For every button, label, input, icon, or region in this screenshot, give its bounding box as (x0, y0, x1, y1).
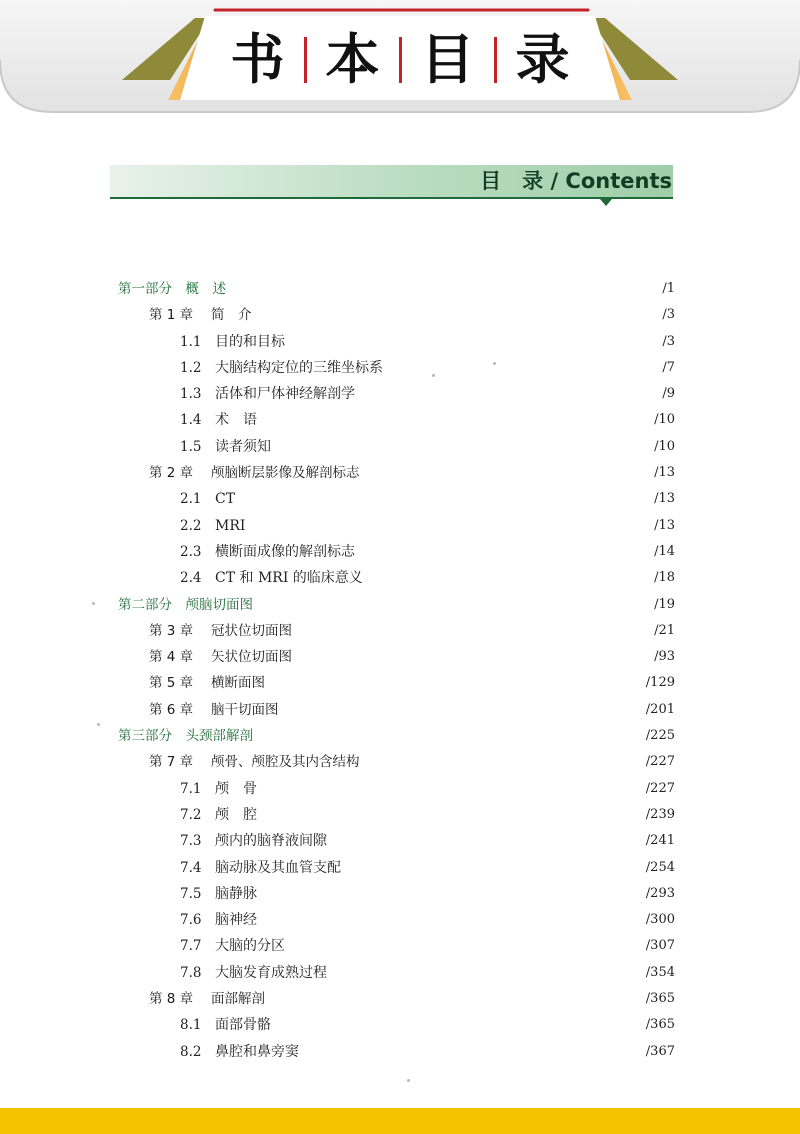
toc-entry-number: 2.2 (180, 517, 202, 534)
toc-entry-number: 7.7 (180, 938, 202, 955)
toc-entry-title: 颅骨、颅腔及其内含结构 (211, 754, 360, 771)
banner-divider (494, 37, 497, 83)
toc-entry-page: /227 (645, 754, 675, 770)
toc-entry-title: 面部骨骼 (215, 1017, 271, 1034)
toc-entry-page: /365 (645, 991, 675, 1007)
toc-entry-page: /10 (654, 438, 675, 454)
toc-entry-title: 横断面图 (211, 675, 265, 692)
speck-mark (493, 362, 496, 365)
toc-entry-number: 第 1 章 (149, 307, 194, 324)
toc-entry-page: /3 (662, 333, 675, 349)
toc-entry-number: 1.4 (180, 412, 202, 429)
toc-entry[interactable] (0, 381, 800, 407)
toc-entry-title: 冠状位切面图 (211, 622, 292, 639)
toc-entry[interactable] (0, 302, 800, 328)
toc-entry[interactable] (0, 355, 800, 381)
toc-entry-page: /93 (654, 649, 675, 665)
toc-entry-page: /1 (662, 281, 675, 296)
toc-entry-title: 横断面成像的解剖标志 (215, 543, 355, 560)
toc-entry[interactable] (0, 776, 800, 802)
page-banner (0, 0, 800, 120)
toc-entry-page: /201 (645, 701, 675, 717)
toc-entry-number: 8.2 (180, 1043, 202, 1060)
toc-entry-title: 面部解剖 (211, 991, 265, 1008)
banner-char: 书 (230, 28, 285, 91)
toc-entry-page: /10 (654, 412, 675, 428)
toc-entry[interactable] (0, 618, 800, 644)
toc-entry[interactable] (0, 933, 800, 959)
toc-entry[interactable] (0, 592, 800, 618)
toc-entry-title: 脑干切面图 (211, 701, 279, 718)
banner-title (182, 18, 618, 102)
toc-entry[interactable] (0, 828, 800, 854)
toc-entry-title: CT 和 MRI 的临床意义 (215, 570, 363, 587)
toc-entry-title: 大脑结构定位的三维坐标系 (215, 359, 383, 376)
toc-entry-title: 第三部分 头颈部解剖 (118, 728, 253, 745)
toc-entry[interactable] (0, 670, 800, 696)
toc-entry-number: 第 2 章 (149, 465, 194, 482)
toc-entry-page: /13 (654, 517, 675, 533)
toc-entry[interactable] (0, 276, 800, 302)
toc-entry-page: /307 (645, 938, 675, 954)
toc-entry-number: 第 6 章 (149, 701, 194, 718)
toc-entry-number: 1.1 (180, 333, 202, 350)
banner-char: 本 (325, 28, 380, 91)
toc-entry-number: 2.4 (180, 570, 202, 587)
toc-entry-number: 第 3 章 (149, 622, 194, 639)
toc-entry-page: /7 (662, 359, 675, 375)
banner-divider (304, 37, 307, 83)
speck-mark (97, 723, 100, 726)
toc-entry-number: 7.2 (180, 806, 202, 823)
toc-entry[interactable] (0, 1012, 800, 1038)
toc-entry[interactable] (0, 644, 800, 670)
toc-entry-number: 第 7 章 (149, 754, 194, 771)
toc-entry-title: 大脑发育成熟过程 (215, 964, 327, 981)
toc-entry-title: 第一部分 概 述 (118, 281, 226, 297)
banner-divider (399, 37, 402, 83)
toc-entry[interactable] (0, 434, 800, 460)
toc-entry[interactable] (0, 802, 800, 828)
toc-entry[interactable] (0, 749, 800, 775)
toc-entry-number: 第 4 章 (149, 649, 194, 666)
toc-entry[interactable] (0, 539, 800, 565)
toc-entry[interactable] (0, 881, 800, 907)
toc-entry-title: 颅脑断层影像及解剖标志 (211, 465, 360, 482)
toc-entry[interactable] (0, 960, 800, 986)
toc-entry[interactable] (0, 565, 800, 591)
bottom-band (0, 1108, 800, 1134)
toc-entry-number: 8.1 (180, 1017, 202, 1034)
toc-entry-title: 目的和目标 (215, 333, 285, 350)
toc-entry-number: 7.4 (180, 859, 202, 876)
toc-entry-page: /19 (654, 596, 675, 612)
toc-entry-page: /225 (645, 728, 675, 744)
toc-entry-number: 7.6 (180, 912, 202, 929)
toc-entry-page: /18 (654, 570, 675, 586)
toc-entry[interactable] (0, 460, 800, 486)
toc-entry[interactable] (0, 855, 800, 881)
toc-entry[interactable] (0, 329, 800, 355)
toc-entry-page: /129 (645, 675, 675, 691)
toc-entry-number: 7.1 (180, 780, 202, 797)
toc-entry-number: 7.3 (180, 833, 202, 850)
contents-underline (110, 197, 673, 199)
toc-entry-page: /227 (645, 780, 675, 796)
toc-entry-page: /3 (662, 307, 675, 323)
toc-entry-title: 第二部分 颅脑切面图 (118, 596, 253, 613)
toc-entry-title: 脑动脉及其血管支配 (215, 859, 341, 876)
contents-heading: 目 录 / Contents (480, 169, 672, 193)
toc-entry-page: /300 (645, 912, 675, 928)
toc-entry-number: 2.1 (180, 491, 202, 508)
toc-entry-number: 第 5 章 (149, 675, 194, 692)
toc-entry[interactable] (0, 723, 800, 749)
speck-mark (432, 374, 435, 377)
toc-entry-title: MRI (215, 517, 246, 534)
toc-entry-title: 活体和尸体神经解剖学 (215, 386, 355, 403)
toc-entry-number: 第 8 章 (149, 991, 194, 1008)
table-of-contents (0, 276, 800, 1065)
toc-entry-title: 简 介 (211, 307, 252, 324)
toc-entry[interactable] (0, 697, 800, 723)
banner-char: 目 (420, 28, 475, 91)
toc-entry-title: 颅 腔 (215, 806, 257, 823)
toc-entry-page: /239 (645, 806, 675, 822)
toc-entry-title: CT (215, 491, 236, 508)
toc-entry-title: 脑神经 (215, 912, 257, 929)
toc-entry-number: 1.2 (180, 359, 202, 376)
toc-entry-title: 脑静脉 (215, 885, 257, 902)
toc-entry[interactable] (0, 986, 800, 1012)
toc-entry-page: /241 (645, 833, 675, 849)
toc-entry-page: /13 (654, 491, 675, 507)
toc-entry-page: /367 (645, 1043, 675, 1059)
caret-down-icon (600, 199, 612, 206)
toc-entry-number: 7.8 (180, 964, 202, 981)
toc-entry-page: /9 (662, 386, 675, 402)
toc-entry-title: 颅 骨 (215, 780, 257, 797)
toc-entry-number: 7.5 (180, 885, 202, 902)
toc-entry-page: /14 (654, 543, 675, 559)
toc-entry[interactable] (0, 486, 800, 512)
toc-entry-title: 颅内的脑脊液间隙 (215, 833, 327, 850)
toc-entry-page: /365 (645, 1017, 675, 1033)
toc-entry-title: 矢状位切面图 (211, 649, 292, 666)
toc-entry-page: /293 (645, 885, 675, 901)
toc-entry-page: /21 (654, 622, 675, 638)
speck-mark (407, 1079, 410, 1082)
toc-entry-title: 鼻腔和鼻旁窦 (215, 1043, 299, 1060)
toc-entry[interactable] (0, 513, 800, 539)
toc-entry[interactable] (0, 1039, 800, 1065)
toc-entry-title: 大脑的分区 (215, 938, 285, 955)
toc-entry-number: 2.3 (180, 543, 202, 560)
toc-entry-page: /254 (645, 859, 675, 875)
toc-entry-page: /354 (645, 964, 675, 980)
toc-entry-title: 读者须知 (215, 438, 271, 455)
toc-entry-number: 1.3 (180, 386, 202, 403)
toc-entry-number: 1.5 (180, 438, 202, 455)
toc-entry-page: /13 (654, 465, 675, 481)
toc-entry[interactable] (0, 907, 800, 933)
banner-char: 录 (515, 28, 570, 91)
toc-entry[interactable] (0, 407, 800, 433)
speck-mark (92, 602, 95, 605)
toc-entry-title: 术 语 (215, 412, 257, 429)
